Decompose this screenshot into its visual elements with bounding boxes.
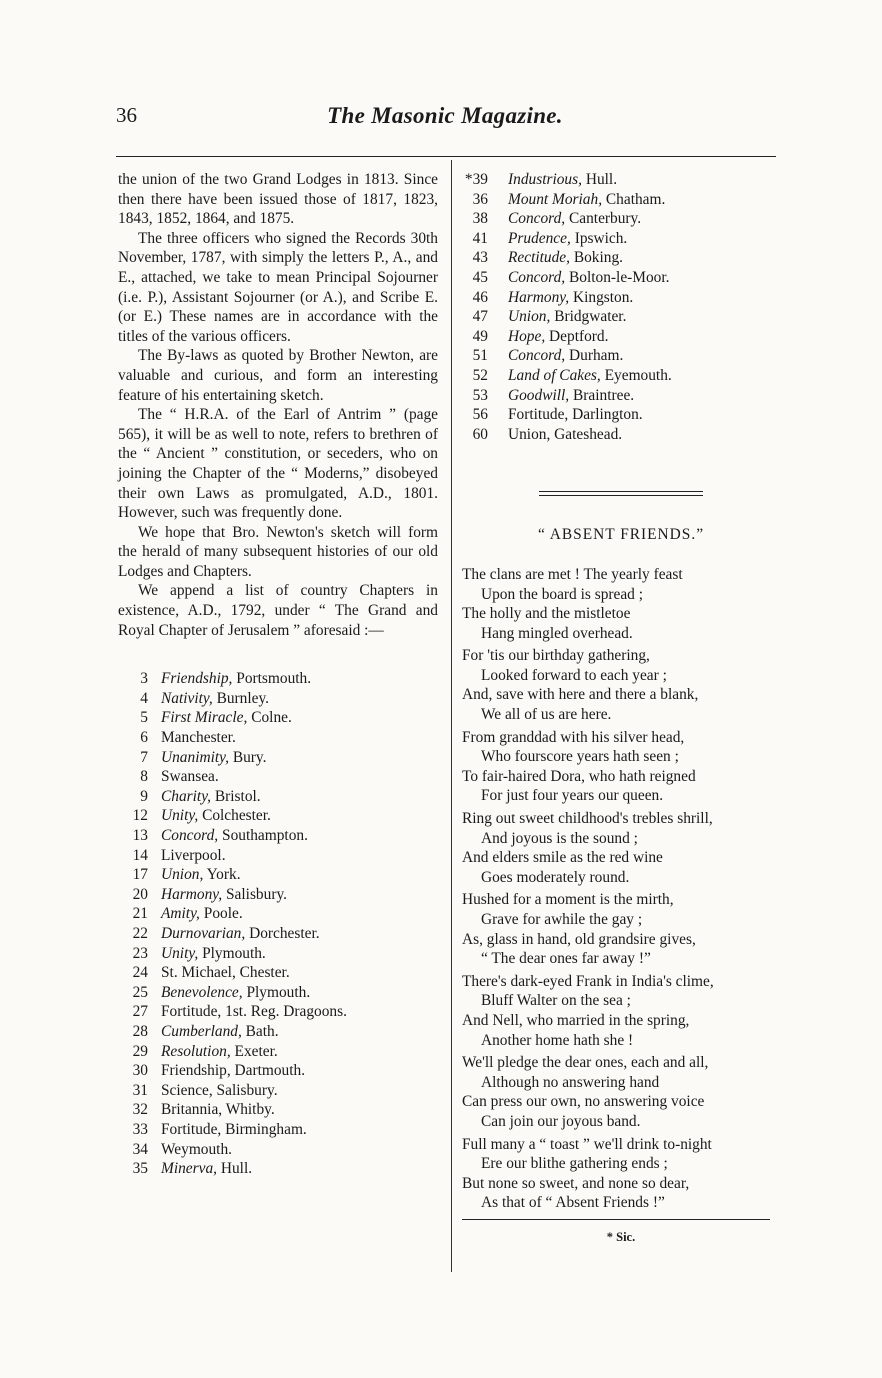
poem-stanza <box>462 1135 780 1213</box>
chapter-name: Union, <box>161 866 204 884</box>
chapter-name: Concord, <box>508 210 566 228</box>
chapter-number: 17 <box>132 866 148 884</box>
chapter-entry <box>488 425 622 445</box>
chapter-list-item <box>118 983 438 1003</box>
chapter-list-item <box>118 669 438 689</box>
chapter-name: Concord, <box>508 347 566 365</box>
poem-stanza <box>462 565 780 643</box>
poem-stanza <box>462 809 780 887</box>
chapter-list-item <box>462 229 780 249</box>
chapter-entry <box>148 728 236 748</box>
chapter-number: 28 <box>132 1022 148 1040</box>
chapter-number: 14 <box>132 846 148 864</box>
chapter-place: Bridgwater. <box>554 308 627 326</box>
chapter-list-item <box>462 288 780 308</box>
chapter-name: Unity, <box>161 807 199 825</box>
poem-line: And joyous is the sound ; <box>481 829 638 847</box>
paragraph: The “ H.R.A. of the Earl of Antrim ” (page 565), it will be as well to note, refers to brethren of the “ Ancient ” constitution, or seceders, who on joining the Chapter of the “ Moderns,” disobeyed their own Laws as promulgated, A.D., 1801. However, such was frequently done. <box>118 406 438 522</box>
chapter-number: 3 <box>140 670 148 688</box>
chapter-place: St. Michael, Chester. <box>161 964 290 982</box>
chapter-entry <box>488 288 633 308</box>
chapter-list-item <box>118 1061 438 1081</box>
chapter-place: Salisbury. <box>226 885 287 903</box>
poem <box>462 565 780 1213</box>
chapter-entry <box>148 708 292 728</box>
chapter-place: Durham. <box>569 347 624 365</box>
chapter-entry <box>148 787 261 807</box>
chapter-place: Poole. <box>203 905 243 923</box>
chapter-name: Prudence, <box>508 229 571 247</box>
chapter-place: Ipswich. <box>574 229 628 247</box>
chapter-place: Burnley. <box>216 689 270 707</box>
chapter-number: 60 <box>472 425 488 443</box>
poem-line: Can press our own, no answering voice <box>462 1093 705 1111</box>
chapter-entry <box>488 386 634 406</box>
chapter-name: Charity, <box>161 787 212 805</box>
chapter-entry <box>488 346 623 366</box>
chapter-place: Dorchester. <box>249 924 320 942</box>
chapter-place: Swansea. <box>161 768 219 786</box>
chapter-name: Mount Moriah, <box>508 190 603 208</box>
chapter-list-item <box>118 963 438 983</box>
chapter-number: 7 <box>140 748 148 766</box>
chapter-number: 47 <box>472 308 488 326</box>
chapter-list-item <box>118 865 438 885</box>
chapter-entry <box>488 327 608 347</box>
chapter-entry <box>488 405 643 425</box>
chapter-number: *39 <box>464 171 488 188</box>
poem-line: For just four years our queen. <box>481 787 664 805</box>
chapter-name: Union, <box>508 308 551 326</box>
chapter-list-item <box>462 268 780 288</box>
poem-line: Another home hath she ! <box>481 1031 634 1049</box>
chapter-list-item <box>118 885 438 905</box>
chapter-name: Hope, <box>508 327 546 345</box>
poem-line: From granddad with his silver head, <box>462 728 685 746</box>
poem-line: The holly and the mistletoe <box>462 605 631 623</box>
running-title: The Masonic Magazine. <box>327 103 563 128</box>
chapter-name: Durnovarian, <box>161 924 246 942</box>
right-column <box>462 170 780 1248</box>
chapter-place: Fortitude, 1st. Reg. Dragoons. <box>161 1003 347 1021</box>
chapter-number: 6 <box>140 729 148 747</box>
chapter-list-item <box>462 327 780 347</box>
chapter-name: Nativity, <box>161 689 213 707</box>
chapter-number: 34 <box>132 1140 148 1158</box>
chapter-list-item <box>118 1081 438 1101</box>
chapter-place: Chatham. <box>605 190 666 208</box>
chapter-number: 23 <box>132 944 148 962</box>
chapter-list-item <box>118 767 438 787</box>
chapter-entry <box>148 767 219 787</box>
chapter-entry <box>148 1159 252 1179</box>
chapter-list-item <box>118 1100 438 1120</box>
poem-line: And, save with here and there a blank, <box>462 686 699 704</box>
chapter-name: Cumberland, <box>161 1022 242 1040</box>
poem-line: Ring out sweet childhood's trebles shrill, <box>462 810 713 828</box>
chapter-place: Kingston. <box>573 288 634 306</box>
poem-line: Looked forward to each year ; <box>481 666 667 684</box>
chapter-entry <box>488 307 626 327</box>
chapter-number: 33 <box>132 1120 148 1138</box>
chapter-place: Bolton-le-Moor. <box>569 268 670 286</box>
poem-line: And Nell, who married in the spring, <box>462 1011 690 1029</box>
poem-line: Can join our joyous band. <box>481 1112 641 1130</box>
chapter-entry <box>148 983 310 1003</box>
chapter-number: 31 <box>132 1081 148 1099</box>
poem-line: But none so sweet, and none so dear, <box>462 1174 690 1192</box>
poem-line: For 'tis our birthday gathering, <box>462 647 650 665</box>
left-column <box>118 170 438 1179</box>
chapter-entry <box>148 1002 347 1022</box>
poem-line: There's dark-eyed Frank in India's clime, <box>462 972 714 990</box>
chapter-entry <box>148 1120 307 1140</box>
poem-line: And elders smile as the red wine <box>462 849 663 867</box>
chapter-number: 25 <box>132 983 148 1001</box>
chapter-name: Concord, <box>508 268 566 286</box>
end-rule <box>462 1219 770 1220</box>
chapter-place: Exeter. <box>234 1042 278 1060</box>
chapter-list-item <box>118 806 438 826</box>
chapter-name: First Miracle, <box>161 709 248 727</box>
chapter-entry <box>148 669 311 689</box>
chapter-entry <box>148 689 269 709</box>
footnote: * Sic. <box>606 1229 636 1244</box>
poem-line: Although no answering hand <box>481 1073 660 1091</box>
poem-line: Ere our blithe gathering ends ; <box>481 1155 668 1173</box>
chapter-number: 9 <box>140 787 148 805</box>
poem-stanza <box>462 1053 780 1131</box>
poem-line: The clans are met ! The yearly feast <box>462 565 683 583</box>
chapter-list-item <box>118 787 438 807</box>
section-divider <box>539 491 703 496</box>
chapter-place: Liverpool. <box>161 846 226 864</box>
chapter-entry <box>148 865 241 885</box>
chapter-place: Weymouth. <box>161 1140 233 1158</box>
chapter-list-right <box>462 170 780 444</box>
poem-line: We all of us are here. <box>481 706 612 724</box>
chapter-entry <box>488 209 641 229</box>
chapter-number: 53 <box>472 386 488 404</box>
poem-line: To fair-haired Dora, who hath reigned <box>462 767 696 785</box>
chapter-list-item <box>462 209 780 229</box>
chapter-name: Land of Cakes, <box>508 366 601 384</box>
chapter-entry <box>148 1100 275 1120</box>
poem-line: Who fourscore years hath seen ; <box>481 748 679 766</box>
chapter-number: 29 <box>132 1042 148 1060</box>
chapter-name: Unanimity, <box>161 748 229 766</box>
page-number: 36 <box>116 103 137 127</box>
chapter-place: Bristol. <box>214 787 261 805</box>
chapter-number: 5 <box>140 709 148 727</box>
chapter-number: 22 <box>132 924 148 942</box>
column-divider <box>451 160 452 1272</box>
poem-stanza <box>462 890 780 968</box>
page-header <box>116 103 774 137</box>
chapter-entry <box>148 846 226 866</box>
paragraph: We hope that Bro. Newton's sketch will form the herald of many subsequent histories of our old Lodges and Chapters. <box>118 523 438 580</box>
chapter-entry <box>488 366 672 386</box>
poem-line: We'll pledge the dear ones, each and all, <box>462 1054 709 1072</box>
paragraph: The By-laws as quoted by Brother Newton, are valuable and curious, and form an interesting feature of his entertaining sketch. <box>118 347 438 404</box>
chapter-entry <box>148 826 308 846</box>
poem-title: “ ABSENT FRIENDS.” <box>537 526 705 544</box>
chapter-list-item <box>462 366 780 386</box>
chapter-number: 12 <box>132 807 148 825</box>
chapter-entry <box>148 1140 232 1160</box>
chapter-place: Braintree. <box>573 386 635 404</box>
chapter-list-item <box>118 1140 438 1160</box>
chapter-name: Harmony, <box>508 288 570 306</box>
chapter-name: Industrious, <box>508 171 582 188</box>
chapter-number: 35 <box>132 1160 148 1178</box>
chapter-list-item <box>118 748 438 768</box>
chapter-name: Resolution, <box>161 1042 231 1060</box>
chapter-list-item <box>462 248 780 268</box>
chapter-list-item <box>118 689 438 709</box>
chapter-place: Science, Salisbury. <box>161 1081 278 1099</box>
chapter-entry <box>148 1022 279 1042</box>
chapter-place: Fortitude, Birmingham. <box>161 1120 307 1138</box>
paragraph: We append a list of country Chapters in existence, A.D., 1792, under “ The Grand and Royal Chapter of Jerusalem ” aforesaid :— <box>118 582 438 639</box>
chapter-list-item <box>118 944 438 964</box>
chapter-list-item <box>462 170 780 190</box>
chapter-list-left <box>118 669 438 1178</box>
chapter-place: Colchester. <box>202 807 271 825</box>
chapter-entry <box>488 248 623 268</box>
chapter-name: Amity, <box>161 905 200 923</box>
chapter-place: Canterbury. <box>569 210 642 228</box>
chapter-number: 56 <box>472 406 488 424</box>
poem-line: Full many a “ toast ” we'll drink to-night <box>462 1135 712 1153</box>
poem-line: Hang mingled overhead. <box>481 624 633 642</box>
chapter-list-item <box>118 1159 438 1179</box>
chapter-list-item <box>462 386 780 406</box>
header-rule <box>116 156 776 157</box>
chapter-place: Bury. <box>232 748 267 766</box>
poem-line: As, glass in hand, old grandsire gives, <box>462 930 696 948</box>
chapter-entry <box>488 190 665 210</box>
poem-line: Bluff Walter on the sea ; <box>481 992 631 1010</box>
chapter-number: 49 <box>472 327 488 345</box>
chapter-place: Fortitude, Darlington. <box>508 406 643 424</box>
chapter-list-item <box>118 1022 438 1042</box>
chapter-place: Plymouth. <box>246 983 311 1001</box>
chapter-number: 52 <box>472 366 488 384</box>
chapter-name: Minerva, <box>161 1160 217 1178</box>
chapter-name: Rectitude, <box>508 249 570 267</box>
chapter-list-item <box>118 1042 438 1062</box>
chapter-number: 43 <box>472 249 488 267</box>
chapter-entry <box>148 748 266 768</box>
chapter-number: 8 <box>140 768 148 786</box>
chapter-name: Unity, <box>161 944 199 962</box>
chapter-entry <box>148 963 290 983</box>
chapter-place: Union, Gateshead. <box>508 425 623 443</box>
chapter-name: Friendship, <box>161 670 233 688</box>
chapter-list-item <box>462 425 780 445</box>
chapter-place: Boking. <box>573 249 623 267</box>
chapter-list-item <box>118 708 438 728</box>
poem-line: As that of “ Absent Friends !” <box>481 1194 665 1212</box>
chapter-entry <box>148 944 266 964</box>
chapter-entry <box>148 885 287 905</box>
chapter-list-item <box>462 405 780 425</box>
paragraph: the union of the two Grand Lodges in 1813. Since then there have been issued those of 1817, 1823, 1843, 1852, 1864, and 1875. <box>118 171 438 228</box>
chapter-place: Colne. <box>251 709 292 727</box>
chapter-number: 27 <box>132 1003 148 1021</box>
chapter-list-item <box>118 924 438 944</box>
chapter-name: Benevolence, <box>161 983 243 1001</box>
chapter-entry <box>488 229 627 249</box>
chapter-number: 36 <box>472 190 488 208</box>
chapter-name: Concord, <box>161 827 219 844</box>
poem-line: Upon the board is spread ; <box>481 585 643 603</box>
chapter-list-item <box>118 846 438 866</box>
chapter-entry <box>148 1042 278 1062</box>
chapter-list-item <box>462 346 780 366</box>
chapter-number: 30 <box>132 1062 148 1080</box>
chapter-number: 20 <box>132 885 148 903</box>
chapter-number: 38 <box>472 210 488 228</box>
chapter-list-item <box>118 728 438 748</box>
poem-line: Grave for awhile the gay ; <box>481 911 643 928</box>
chapter-number: 24 <box>132 964 148 982</box>
chapter-list-item <box>118 1120 438 1140</box>
chapter-entry <box>488 170 617 190</box>
chapter-place: Hull. <box>220 1160 253 1178</box>
chapter-place: Britannia, Whitby. <box>161 1101 275 1119</box>
chapter-entry <box>148 1061 305 1081</box>
chapter-entry <box>148 924 320 944</box>
chapter-number: 4 <box>140 689 148 707</box>
chapter-list-item <box>462 307 780 327</box>
chapter-entry <box>148 806 271 826</box>
chapter-list-item <box>118 904 438 924</box>
chapter-number: 13 <box>132 827 148 844</box>
chapter-list-item <box>118 1002 438 1022</box>
chapter-place: Deptford. <box>549 327 609 345</box>
chapter-place: York. <box>206 866 241 884</box>
chapter-name: Goodwill, <box>508 386 570 404</box>
chapter-place: Southampton. <box>222 827 308 844</box>
chapter-list-item <box>118 826 438 846</box>
chapter-number: 46 <box>472 288 488 306</box>
chapter-entry <box>488 268 669 288</box>
chapter-number: 41 <box>472 229 488 247</box>
chapter-place: Plymouth. <box>202 944 266 962</box>
poem-stanza <box>462 972 780 1050</box>
poem-line: “ The dear ones far away !” <box>481 950 651 968</box>
chapter-number: 51 <box>472 347 488 365</box>
poem-line: Goes moderately round. <box>481 868 630 886</box>
chapter-number: 32 <box>132 1101 148 1119</box>
poem-stanza <box>462 646 780 724</box>
chapter-place: Manchester. <box>161 729 236 747</box>
chapter-place: Bath. <box>245 1022 279 1040</box>
poem-stanza <box>462 728 780 806</box>
chapter-place: Eyemouth. <box>604 366 672 384</box>
chapter-place: Hull. <box>585 171 618 188</box>
poem-line: Hushed for a moment is the mirth, <box>462 891 674 909</box>
chapter-number: 21 <box>132 905 148 923</box>
chapter-entry <box>148 1081 278 1101</box>
chapter-name: Harmony, <box>161 885 223 903</box>
chapter-place: Portsmouth. <box>236 670 312 688</box>
paragraph: The three officers who signed the Records 30th November, 1787, with simply the letters P., A., and E., attached, we take to mean Principal Sojourner (i.e. P.), Assistant Sojourner (or A.), and Scribe E. (or E.) These names are in accordance with the titles of the various officers. <box>118 229 438 345</box>
chapter-place: Friendship, Dartmouth. <box>161 1062 306 1080</box>
chapter-list-item <box>462 190 780 210</box>
chapter-entry <box>148 904 243 924</box>
chapter-number: 45 <box>472 268 488 286</box>
